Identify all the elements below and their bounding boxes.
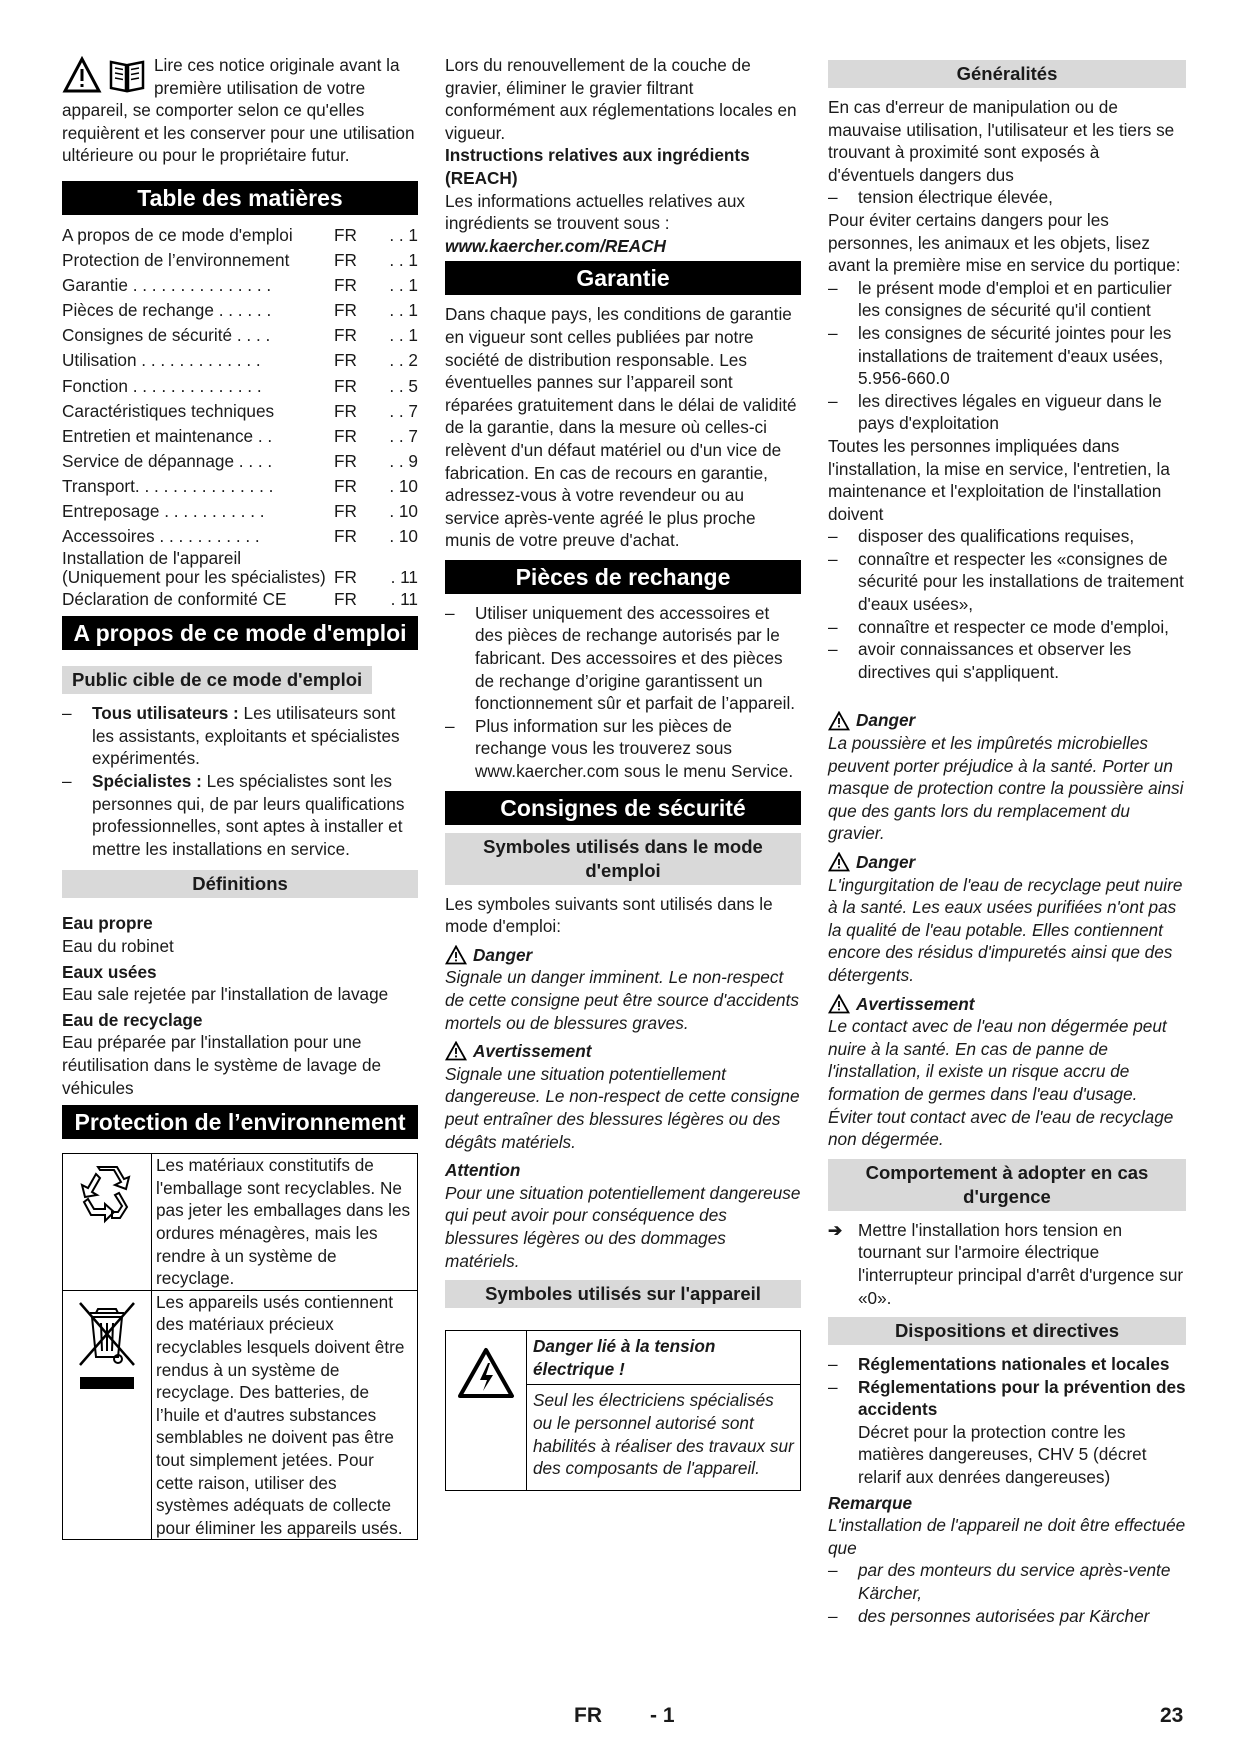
- danger-label: Danger: [828, 709, 1186, 732]
- list-item: – connaître et respecter les «consignes de sécurité pour les installations de traitement d'eaux usées»,: [828, 548, 1184, 615]
- list-item: ➔ Mettre l'installation hors tension en tournant sur l'armoire électrique l'interrupteur principal d'arrêt d'urgence sur «0».: [828, 1219, 1184, 1308]
- symbol-title: Danger lié à la tension électrique !: [527, 1331, 801, 1385]
- toc-item-page: . 10: [389, 475, 418, 496]
- toc-item-page: . . 1: [389, 275, 418, 296]
- toc-item-page: . . 5: [389, 375, 418, 396]
- column-1: [62, 54, 418, 1540]
- toc-item-page: . 11: [390, 568, 418, 588]
- toc-item-lang: FR: [334, 589, 357, 610]
- toc-item-lang: FR: [334, 250, 357, 271]
- toc-item-page: . 10: [389, 501, 418, 521]
- toc-item-label[interactable]: Accessoires . . . . . . . . . . .: [62, 526, 260, 547]
- toc-item-label[interactable]: Fonction . . . . . . . . . . . . . .: [62, 375, 262, 396]
- pieces-title: Pièces de rechange: [445, 560, 801, 594]
- toc-item-page: . . 7: [389, 400, 418, 421]
- warning-icon: [62, 56, 102, 94]
- list-item: – Plus information sur les pièces de rechange vous les trouverez sous www.kaercher.com sous le menu Service.: [445, 715, 794, 782]
- warning-icon: [445, 1041, 467, 1061]
- definitions: [62, 912, 418, 1099]
- toc-item-page: . . 1: [389, 250, 418, 271]
- list-item: – Réglementations pour la prévention des accidents Décret pour la protection contre les matières dangereuses, CHV 5 (décret relarif aux denrées dangereuses): [828, 1376, 1186, 1488]
- toc-item-lang: FR: [334, 325, 357, 346]
- garantie-title: Garantie: [445, 261, 801, 295]
- urgence-title: Comportement à adopter en cas d'urgence: [828, 1159, 1186, 1211]
- toc-item-label[interactable]: Entretien et maintenance . .: [62, 425, 273, 446]
- public-title: Public cible de ce mode d'emploi: [62, 666, 372, 694]
- list-item: – par des monteurs du service après-vente Kärcher,: [828, 1560, 1171, 1604]
- column-3: [828, 54, 1186, 1627]
- toc-item-label[interactable]: Déclaration de conformité CE: [62, 589, 287, 610]
- generalites-title: Généralités: [828, 60, 1186, 88]
- avertissement-label: Avertissement: [828, 993, 1186, 1016]
- toc-item-lang: FR: [334, 300, 357, 321]
- warning-icon: [445, 945, 467, 965]
- symbol-icon-cell: [446, 1331, 527, 1491]
- table-row: [63, 1154, 418, 1291]
- symbol-table: [445, 1330, 801, 1491]
- about-title: A propos de ce mode d'emploi: [62, 616, 418, 650]
- warning-icon: [828, 994, 850, 1014]
- footer-page-total: 23: [1160, 1704, 1184, 1727]
- toc-item-lang: FR: [334, 450, 357, 471]
- definition-term: Eaux usées: [62, 961, 157, 982]
- appareil-title: Symboles utilisés sur l'appareil: [445, 1280, 801, 1308]
- toc-item-lang: FR: [334, 475, 357, 496]
- toc-item-label[interactable]: Garantie . . . . . . . . . . . . . . .: [62, 275, 272, 296]
- definition-text: Eau du robinet: [62, 936, 174, 957]
- dispositions-title: Dispositions et directives: [828, 1317, 1186, 1345]
- remarque-label: Remarque: [828, 1492, 913, 1513]
- env-icon-cell: [63, 1154, 152, 1291]
- definitions-title: Définitions: [62, 870, 418, 898]
- toc-item-lang: FR: [334, 501, 357, 521]
- list-item: – les consignes de sécurité jointes pour les installations de traitement d'eaux usées, 5.956-660.0: [828, 322, 1172, 389]
- remarque-text: L'installation de l'appareil ne doit être effectuée que: [828, 1515, 1186, 1558]
- gravel-text: Lors du renouvellement de la couche de gravier, éliminer le gravier filtrant conformément aux réglementations locales en vigueur.: [445, 55, 797, 143]
- toc-item-label[interactable]: Installation de l'appareil (Uniquement pour les spécialistes): [62, 549, 326, 588]
- toc-item-label[interactable]: Caractéristiques techniques: [62, 400, 275, 421]
- toc-item-label[interactable]: Entreposage . . . . . . . . . . .: [62, 501, 265, 521]
- intro-icons: [62, 56, 148, 96]
- danger-text: La poussière et les impûretés microbielles peuvent porter préjudice à la santé. Porter un masque de protection contre la poussière ainsi que des gants lors du remplacement du gravier.: [828, 733, 1184, 844]
- toc-item-label[interactable]: A propos de ce mode d'emploi: [62, 224, 293, 245]
- list-item: – des personnes autorisées par Kärcher: [828, 1605, 1150, 1626]
- toc-item-page: . . 2: [389, 350, 418, 371]
- symboles-intro: Les symboles suivants sont utilisés dans le mode d'emploi:: [445, 893, 773, 937]
- consignes-title: Consignes de sécurité: [445, 791, 801, 825]
- garantie-text: Dans chaque pays, les conditions de garantie en vigueur sont celles publiées par notre société de distribution responsable. Les éventuelles pannes sur l’appareil sont réparées gratuitement dans le délai de validité de la garantie, dans la mesure où celles-ci relèvent d'un défaut matériel ou d'un vice de fabrication. En cas de recours en garantie, adressez-vous à votre revendeur ou au service après-vente agréé le plus proche munis de votre preuve d'achat.: [445, 304, 797, 551]
- list-item: – Utiliser uniquement des accessoires et des pièces de rechange autorisés par le fabricant. Des accessoires et des pièces de rechange d’origine garantissent un fonctionnement sûr et parfait de l’appareil.: [445, 602, 796, 714]
- list-item: – Spécialistes : Les spécialistes sont les personnes qui, de par leurs qualifications professionnelles, sont aptes à installer et mettre les installations en service.: [62, 771, 405, 859]
- avertissement-label: Avertissement: [445, 1040, 801, 1063]
- list-item: – Réglementations nationales et locales: [828, 1354, 1170, 1375]
- toc-item-page: . . 1: [389, 224, 418, 245]
- toc-item-page: . . 1: [389, 300, 418, 321]
- definition-term: Eau de recyclage: [62, 1009, 203, 1030]
- list-item: – les directives légales en vigueur dans le pays d'exploitation: [828, 390, 1162, 434]
- warning-icon: [828, 852, 850, 872]
- public-list: [62, 702, 418, 860]
- attention-text: Pour une situation potentiellement dangereuse qui peut avoir pour conséquence des blessures légères ou des dommages matériels.: [445, 1182, 801, 1271]
- toc-item-lang: FR: [334, 224, 357, 245]
- toc-item-lang: FR: [334, 350, 357, 371]
- danger-label: Danger: [445, 944, 801, 967]
- column-2: [445, 54, 801, 1491]
- danger-text: L'ingurgitation de l'eau de recyclage peut nuire à la santé. Les eaux usées purifiées n'ont pas la qualité de l'eau potable. Elles contiennent encore des résidus d'impuretés ainsi que des détergents.: [828, 874, 1183, 985]
- toc-item-lang: FR: [334, 568, 357, 588]
- symbol-text: Seul les électriciens spécialisés ou le personnel autorisé sont habilités à réaliser des travaux sur des composants de l'appareil.: [527, 1385, 801, 1490]
- intro: [62, 54, 418, 167]
- toc-item-lang: FR: [334, 425, 357, 446]
- footer-page-local: - 1: [650, 1704, 675, 1727]
- avertissement-text: Le contact avec de l'eau non dégermée peut nuire à la santé. En cas de panne de l'installation, il existe un risque accru de formation de germes dans l'eau d'usage. Éviter tout contact avec de l'eau de recyclage non dégermée.: [828, 1016, 1174, 1150]
- env-icon-cell: [63, 1290, 152, 1540]
- table-row: [446, 1331, 801, 1385]
- generalites-text: Pour éviter certains dangers pour les personnes, les animaux et les objets, lisez avant la première mise en service du portique:: [828, 209, 1181, 276]
- env-table: [62, 1153, 418, 1540]
- warning-icon: [828, 711, 850, 731]
- toc-item-page: . . 9: [389, 450, 418, 471]
- definition-text: Eau préparée par l'installation pour une réutilisation dans le système de lavage de véhicules: [62, 1032, 382, 1098]
- list-item: – avoir connaissances et observer les directives qui s'appliquent.: [828, 639, 1132, 682]
- arrow-icon: ➔: [828, 1219, 843, 1240]
- generalites-list: [828, 277, 1186, 435]
- list-item: – disposer des qualifications requises,: [828, 526, 1135, 547]
- high-voltage-icon: [457, 1347, 515, 1399]
- intro-text: Lire ces notice originale avant la première utilisation de votre appareil, se comporter selon ce qu'elles requièrent et les conserver pour une utilisation ultérieure ou pour le propriétaire futur.: [62, 55, 415, 166]
- toc-item-lang: FR: [334, 275, 357, 296]
- toc-item-label[interactable]: Consignes de sécurité . . . .: [62, 325, 271, 346]
- table-of-contents: [62, 223, 418, 612]
- toc-item-lang: FR: [334, 526, 357, 547]
- toc-item-page: . 10: [389, 526, 418, 547]
- reach-text: Les informations actuelles relatives aux ingrédients se trouvent sous :: [445, 190, 745, 234]
- footer-lang: FR: [574, 1704, 602, 1727]
- toc-title: Table des matières: [62, 181, 418, 215]
- crossed-bin-icon: [74, 1297, 140, 1393]
- toc-item-page: . . 7: [389, 425, 418, 446]
- avertissement-text: Signale une situation potentiellement dangereuse. Le non-respect de cette consigne peut entraîner des blessures légères ou des dégâts matériels.: [445, 1063, 800, 1152]
- env-text-cell: Les matériaux constitutifs de l'emballage sont recyclables. Ne pas jeter les emballages dans les ordures ménagères, mais les rendre à un système de recyclage.: [152, 1154, 418, 1291]
- pieces-list: [445, 602, 801, 783]
- definition-text: Eau sale rejetée par l'installation de lavage: [62, 984, 389, 1005]
- toc-item-label[interactable]: Utilisation . . . . . . . . . . . . .: [62, 350, 261, 371]
- generalites-list: [828, 525, 1186, 683]
- table-row: [63, 1290, 418, 1540]
- list-item: – le présent mode d'emploi et en particulier les consignes de sécurité qu'il contient: [828, 277, 1172, 321]
- list-item: – connaître et respecter ce mode d'emploi,: [828, 616, 1169, 637]
- reach-title: Instructions relatives aux ingrédients (REACH): [445, 145, 750, 188]
- generalites-text: En cas d'erreur de manipulation ou de mauvaise utilisation, l'utilisateur et les tiers se trouvant à proximité sont exposés à d'éventuels dangers dus: [828, 97, 1175, 185]
- toc-item-lang: FR: [334, 400, 357, 421]
- toc-item-label[interactable]: Pièces de rechange . . . . . .: [62, 300, 272, 321]
- recycle-icon: [74, 1160, 140, 1226]
- toc-item-lang: FR: [334, 375, 357, 396]
- danger-text: Signale un danger imminent. Le non-respect de cette consigne peut être source d'accidents mortels ou de blessures graves.: [445, 967, 799, 1033]
- danger-label: Danger: [828, 851, 1186, 874]
- generalites-text: Toutes les personnes impliquées dans l'installation, la mise en service, l'entretien, la maintenance et l'exploitation de l'installation doivent: [828, 435, 1170, 524]
- toc-item-label[interactable]: Transport. . . . . . . . . . . . . . .: [62, 475, 274, 496]
- toc-item-label[interactable]: Service de dépannage . . . .: [62, 450, 273, 471]
- toc-item-label[interactable]: Protection de l’environnement: [62, 250, 290, 271]
- toc-item-page: . . 1: [389, 325, 418, 346]
- list-item: – tension électrique élevée,: [828, 187, 1053, 208]
- symboles-title: Symboles utilisés dans le mode d'emploi: [445, 833, 801, 885]
- list-item: – Tous utilisateurs : Les utilisateurs sont les assistants, exploitants et spécialistes expérimentés.: [62, 703, 400, 769]
- env-title: Protection de l’environnement: [62, 1105, 418, 1139]
- attention-label: Attention: [445, 1160, 521, 1181]
- reach-link[interactable]: www.kaercher.com/REACH: [445, 235, 666, 256]
- book-icon: [107, 56, 147, 94]
- toc-item-page: . 11: [390, 589, 418, 610]
- env-text-cell: Les appareils usés contiennent des matériaux précieux recyclables lesquels doivent être rendus à un système de recyclage. Des batteries, de l’huile et d'autres substances semblables ne doivent pas être tout simplement jetées. Pour cette raison, utiliser des systèmes adéquats de collecte pour éliminer les appareils usés.: [152, 1290, 418, 1540]
- definition-term: Eau propre: [62, 913, 153, 934]
